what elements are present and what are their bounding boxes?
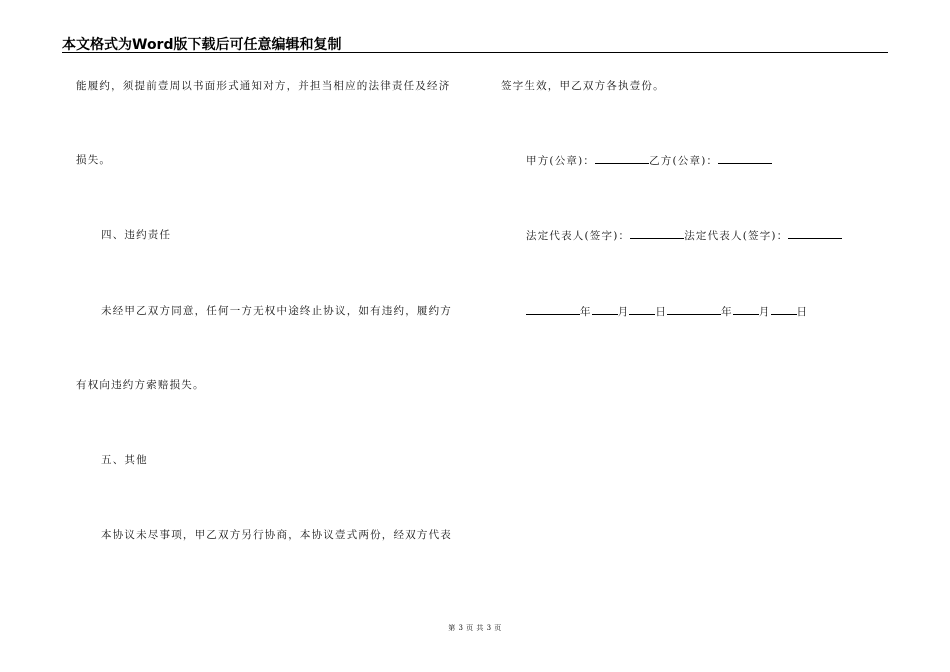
party-a-year-blank xyxy=(526,304,580,315)
party-a-seal-blank xyxy=(595,153,649,164)
party-a-day-label: 日 xyxy=(655,306,668,318)
party-b-day-label: 日 xyxy=(796,306,809,318)
party-a-month-label: 月 xyxy=(617,306,630,318)
document-header: 本文格式为Word版下载后可任意编辑和复制 xyxy=(62,37,342,53)
party-b-seal-label: 乙方(公章)： xyxy=(649,155,719,167)
party-b-day-blank xyxy=(771,304,797,315)
seal-signature-row xyxy=(526,153,772,168)
party-a-day-blank xyxy=(629,304,655,315)
section-heading-4: 四、违约责任 xyxy=(101,229,172,241)
party-b-seal-blank xyxy=(718,153,772,164)
party-a-rep-label: 法定代表人(签字)： xyxy=(526,230,631,242)
party-b-rep-label: 法定代表人(签字)： xyxy=(684,230,789,242)
right-paragraph-1: 签字生效，甲乙双方各执壹份。 xyxy=(501,80,665,92)
party-a-seal-label: 甲方(公章)： xyxy=(526,155,596,167)
party-a-year-label: 年 xyxy=(580,306,592,318)
party-b-year-label: 年 xyxy=(721,306,733,318)
party-b-month-label: 月 xyxy=(758,306,771,318)
left-paragraph-1: 能履约，须提前壹周以书面形式通知对方，并担当相应的法律责任及经济 xyxy=(76,80,451,92)
party-a-month-blank xyxy=(592,304,618,315)
representative-signature-row xyxy=(526,228,842,243)
party-b-rep-blank xyxy=(788,228,842,239)
party-b-year-blank xyxy=(667,304,721,315)
party-b-month-blank xyxy=(733,304,759,315)
left-paragraph-2: 损失。 xyxy=(76,154,112,166)
left-paragraph-4: 有权向违约方索赔损失。 xyxy=(76,379,205,391)
header-rule xyxy=(62,52,888,53)
section-heading-5: 五、其他 xyxy=(101,454,148,466)
left-paragraph-5: 本协议未尽事项，甲乙双方另行协商，本协议壹式两份，经双方代表 xyxy=(101,529,452,541)
left-paragraph-3: 未经甲乙双方同意，任何一方无权中途终止协议，如有违约，履约方 xyxy=(101,305,452,317)
party-a-rep-blank xyxy=(630,228,684,239)
date-row xyxy=(526,304,808,319)
page-footer: 第 3 页 共 3 页 xyxy=(448,624,502,632)
